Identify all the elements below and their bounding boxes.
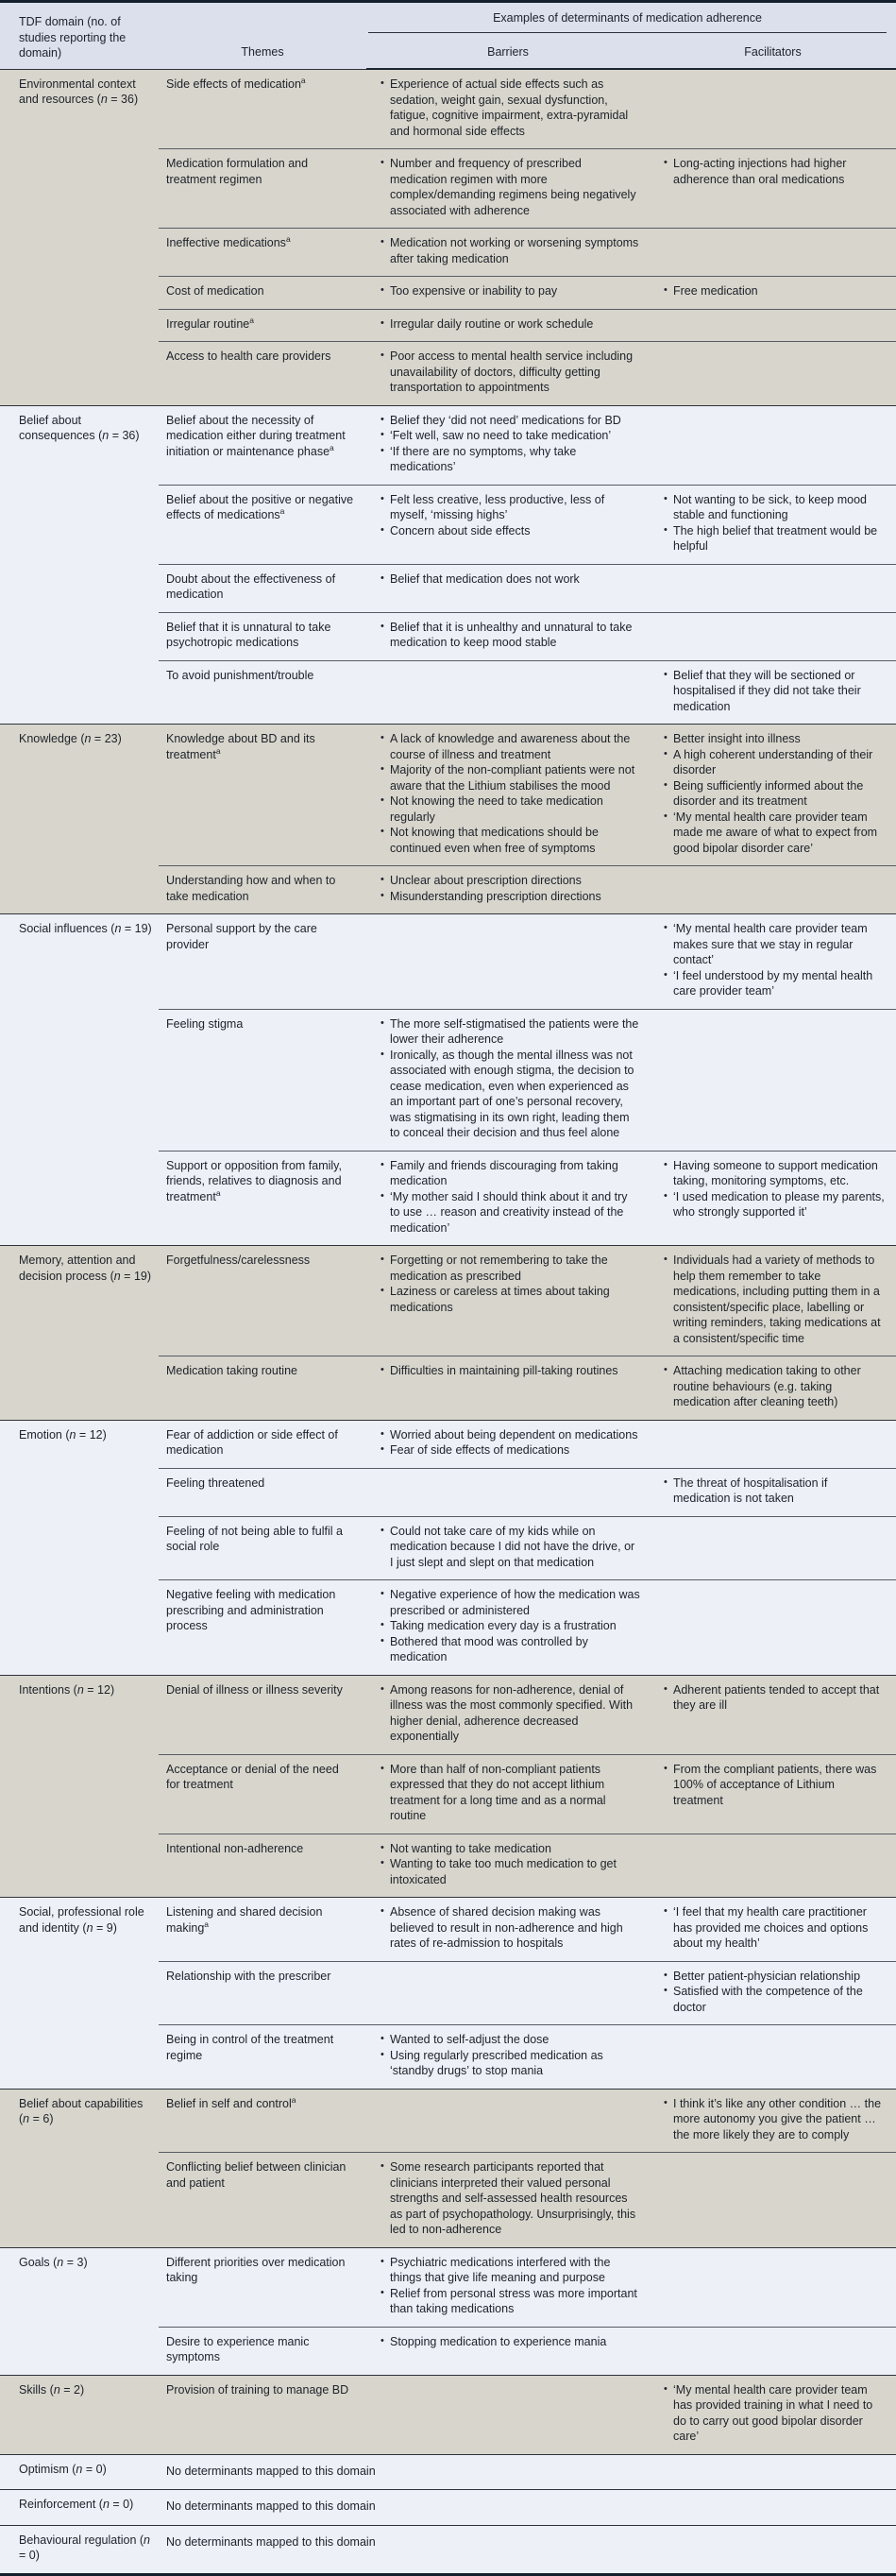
barrier-item: • Not knowing that medications should be continued even when free of symptoms [380,825,640,856]
facilitators-cell [650,405,896,485]
theme-label: Being in control of the treatment regime [159,2025,366,2090]
theme-label: Provision of training to manage BD [159,2375,366,2454]
column-header-examples-label: Examples of determinants of medication adherence [368,10,887,33]
barriers-cell [366,1516,650,1580]
domain-note: No determinants mapped to this domain [159,2525,896,2574]
barrier-item: • Concern about side effects [380,523,640,539]
barriers-cell [366,2153,650,2248]
facilitator-item: • Attaching medication taking to other routine behaviours (e.g. taking medication after cleaning teeth) [663,1363,887,1410]
barriers-cell [366,1961,650,2025]
table-row [0,1420,896,1468]
theme-label: Medication formulation and treatment regimen [159,149,366,229]
barrier-item: • Laziness or careless at times about taking medications [380,1284,640,1315]
barrier-item: • Belief they ‘did not need’ medications for BD [380,413,640,429]
domain-note: No determinants mapped to this domain [159,2490,896,2526]
facilitator-item: • Satisfied with the competence of the doctor [663,1984,887,2015]
facilitators-cell [650,485,896,564]
facilitators-cell [650,1898,896,1962]
barriers-cell [366,2025,650,2090]
column-header-barriers: Barriers [366,36,650,69]
theme-label: Irregular routine$^a$ [159,309,366,342]
facilitator-item: • I think it’s like any other condition … the more autonomy you give the patient … the more likely they are to comply [663,2096,887,2143]
theme-label: Knowledge about BD and its treatment$^a$ [159,725,366,866]
theme-label: Listening and shared decision making$^a$ [159,1898,366,1962]
table-row [0,2247,896,2327]
theme-label: Personal support by the care provider [159,914,366,1010]
theme-label: Understanding how and when to take medication [159,866,366,914]
barrier-item: • Medication not working or worsening symptoms after taking medication [380,235,640,266]
theme-label: Cost of medication [159,277,366,310]
facilitators-cell [650,1356,896,1421]
table-row [0,405,896,485]
theme-label: Feeling threatened [159,1468,366,1516]
barrier-item: • Negative experience of how the medication was prescribed or administered [380,1587,640,1618]
theme-label: Ineffective medications$^a$ [159,229,366,277]
barrier-item: • Majority of the non-compliant patients were not aware that the Lithium stabilises the mood [380,762,640,793]
barrier-item: • Among reasons for non-adherence, denial of illness was the most commonly specified. With higher denial, adherence decreased exponentially [380,1682,640,1745]
table-header [0,2,896,70]
facilitators-cell [650,1009,896,1151]
facilitators-cell [650,1420,896,1468]
theme-label: Negative feeling with medication prescribing and administration process [159,1580,366,1676]
domain-label: Belief about capabilities (n = 6) [0,2089,159,2247]
facilitator-item: • The threat of hospitalisation if medication is not taken [663,1476,887,1507]
barriers-cell [366,2089,650,2153]
barrier-item: • Misunderstanding prescription directions [380,889,640,905]
theme-label: Belief about the necessity of medication either during treatment initiation or maintenance phase$^a$ [159,405,366,485]
facilitator-item: • A high coherent understanding of their disorder [663,747,887,778]
table-body [0,69,896,2574]
barriers-cell [366,1356,650,1421]
barrier-item: • Wanted to self-adjust the dose [380,2032,640,2048]
facilitator-item: • ‘I feel that my health care practitioner has provided me choices and options about my health’ [663,1904,887,1952]
domain-note: No determinants mapped to this domain [159,2454,896,2490]
facilitator-item: • ‘My mental health care provider team has provided training in what I need to do to carry out good bipolar disorder care’ [663,2382,887,2445]
domain-label: Optimism (n = 0) [0,2454,159,2490]
facilitators-cell [650,2089,896,2153]
barriers-cell [366,149,650,229]
barrier-item: • Forgetting or not remembering to take the medication as prescribed [380,1253,640,1284]
barriers-cell [366,1468,650,1516]
theme-label: Doubt about the effectiveness of medication [159,564,366,612]
barrier-item: • ‘My mother said I should think about it and try to use … reason and creativity instead of the medication’ [380,1189,640,1237]
facilitators-cell [650,1961,896,2025]
facilitators-cell [650,1246,896,1356]
facilitator-item: • Adherent patients tended to accept that they are ill [663,1682,887,1714]
theme-label: Acceptance or denial of the need for treatment [159,1754,366,1834]
barrier-item: • Some research participants reported that clinicians interpreted their valued personal strengths and self-assessed health resources as part of psychopathology. Unsurprisingly, this led to non-adherence [380,2159,640,2238]
table-row [0,1898,896,1962]
domain-label: Reinforcement (n = 0) [0,2490,159,2526]
table-row [0,2375,896,2454]
domain-label: Goals (n = 3) [0,2247,159,2375]
barriers-cell [366,69,650,149]
barriers-cell [366,485,650,564]
barrier-item: • Taking medication every day is a frustration [380,1618,640,1634]
barrier-item: • Number and frequency of prescribed medication regimen with more complex/demanding regimens being negatively associated with adherence [380,156,640,218]
facilitators-cell [650,309,896,342]
facilitator-item: • ‘I used medication to please my parents, who strongly supported it’ [663,1189,887,1220]
barrier-item: • Not wanting to take medication [380,1841,640,1857]
facilitators-cell [650,2327,896,2375]
column-header-domain: TDF domain (no. of studies reporting the domain) [0,2,159,70]
facilitator-item: • Belief that they will be sectioned or hospitalised if they did not take their medication [663,668,887,715]
facilitators-cell [650,1580,896,1676]
barrier-item: • Relief from personal stress was more important than taking medications [380,2286,640,2317]
theme-label: Different priorities over medication taking [159,2247,366,2327]
barrier-item: • Ironically, as though the mental illness was not associated with enough stigma, the decision to cease medication, even when experienced as an important part of one’s personal recovery, was stigmatising in its own right, leading them to conceal their decision and thus feel alone [380,1048,640,1141]
barrier-item: • Difficulties in maintaining pill-taking routines [380,1363,640,1379]
domain-label: Environmental context and resources (n = 36) [0,69,159,405]
domain-label: Behavioural regulation (n = 0) [0,2525,159,2574]
barriers-cell [366,1246,650,1356]
barrier-item: • ‘If there are no symptoms, why take medications’ [380,444,640,475]
theme-label: Denial of illness or illness severity [159,1675,366,1754]
barriers-cell [366,1834,650,1898]
barrier-item: • Fear of side effects of medications [380,1442,640,1459]
facilitator-item: • Better insight into illness [663,731,887,747]
barriers-cell [366,914,650,1010]
barriers-cell [366,660,650,725]
barrier-item: • Unclear about prescription directions [380,873,640,889]
domain-label: Intentions (n = 12) [0,1675,159,1898]
facilitator-item: • Having someone to support medication taking, monitoring symptoms, etc. [663,1158,887,1189]
domain-label: Belief about consequences (n = 36) [0,405,159,725]
column-header-facilitators: Facilitators [650,36,896,69]
barrier-item: • Stopping medication to experience mania [380,2334,640,2350]
theme-label: Belief about the positive or negative effects of medications$^a$ [159,485,366,564]
column-header-examples [366,2,896,36]
facilitators-cell [650,660,896,725]
table-row [0,914,896,1010]
facilitator-item: • ‘I feel understood by my mental health care provider team’ [663,968,887,999]
theme-label: Fear of addiction or side effect of medication [159,1420,366,1468]
barriers-cell [366,2327,650,2375]
empty-domain-row [0,2454,896,2490]
barrier-item: • Wanting to take too much medication to get intoxicated [380,1856,640,1887]
facilitators-cell [650,342,896,406]
column-header-themes: Themes [159,2,366,70]
theme-label: Support or opposition from family, friends, relatives to diagnosis and treatment$^a$ [159,1151,366,1246]
facilitators-cell [650,1468,896,1516]
theme-label: Medication taking routine [159,1356,366,1421]
table-row [0,1246,896,1356]
facilitator-item: • The high belief that treatment would be helpful [663,523,887,554]
table-row [0,2089,896,2153]
barrier-item: • Poor access to mental health service including unavailability of doctors, difficulty getting transportation to appointments [380,349,640,396]
barrier-item: • Irregular daily routine or work schedule [380,316,640,333]
barriers-cell [366,2375,650,2454]
facilitators-cell [650,1754,896,1834]
facilitators-cell [650,2375,896,2454]
theme-label: Relationship with the prescriber [159,1961,366,2025]
barrier-item: • Belief that medication does not work [380,571,640,588]
barriers-cell [366,229,650,277]
facilitators-cell [650,1834,896,1898]
facilitator-item: • Long-acting injections had higher adherence than oral medications [663,156,887,187]
facilitators-cell [650,149,896,229]
barrier-item: • Family and friends discouraging from taking medication [380,1158,640,1189]
barrier-item: • Belief that it is unhealthy and unnatural to take medication to keep mood stable [380,620,640,651]
barriers-cell [366,1009,650,1151]
theme-label: Belief that it is unnatural to take psychotropic medications [159,612,366,660]
facilitator-item: • Free medication [663,283,887,299]
facilitators-cell [650,277,896,310]
barriers-cell [366,309,650,342]
theme-label: To avoid punishment/trouble [159,660,366,725]
barriers-cell [366,725,650,866]
barriers-cell [366,1580,650,1676]
barrier-item: • Not knowing the need to take medication regularly [380,793,640,825]
facilitators-cell [650,914,896,1010]
empty-domain-row [0,2525,896,2574]
barrier-item: • Psychiatric medications interfered with the things that give life meaning and purpose [380,2255,640,2286]
barriers-cell [366,1754,650,1834]
domain-label: Emotion (n = 12) [0,1420,159,1675]
barriers-cell [366,612,650,660]
barriers-cell [366,277,650,310]
barrier-item: • Could not take care of my kids while on medication because I did not have the drive, or I just slept and slept on that medication [380,1524,640,1571]
barrier-item: • Worried about being dependent on medications [380,1427,640,1443]
barrier-item: • Bothered that mood was controlled by medication [380,1634,640,1665]
facilitators-cell [650,229,896,277]
theme-label: Access to health care providers [159,342,366,406]
barrier-item: • Using regularly prescribed medication as ‘standby drugs’ to stop mania [380,2048,640,2079]
barriers-cell [366,564,650,612]
table-row [0,1675,896,1754]
barrier-item: • ‘Felt well, saw no need to take medication’ [380,428,640,444]
barriers-cell [366,866,650,914]
facilitator-item: • ‘My mental health care provider team makes sure that we stay in regular contact’ [663,921,887,968]
facilitators-cell [650,2247,896,2327]
barriers-cell [366,1151,650,1246]
facilitators-cell [650,725,896,866]
table-row [0,725,896,866]
barriers-cell [366,2247,650,2327]
facilitators-cell [650,2025,896,2090]
theme-label: Side effects of medication$^a$ [159,69,366,149]
barrier-item: • The more self-stigmatised the patients were the lower their adherence [380,1016,640,1048]
barriers-cell [366,405,650,485]
theme-label: Belief in self and control$^a$ [159,2089,366,2153]
theme-label: Intentional non-adherence [159,1834,366,1898]
table-row [0,69,896,149]
domain-label: Social, professional role and identity (n = 9) [0,1898,159,2090]
theme-label: Feeling of not being able to fulfil a social role [159,1516,366,1580]
facilitators-cell [650,612,896,660]
barrier-item: • More than half of non-compliant patients expressed that they do not accept lithium treatment for a long time and as a normal routine [380,1762,640,1824]
domain-label: Knowledge (n = 23) [0,725,159,914]
facilitator-item: • From the compliant patients, there was 100% of acceptance of Lithium treatment [663,1762,887,1809]
domain-label: Skills (n = 2) [0,2375,159,2454]
facilitators-cell [650,69,896,149]
theme-label: Desire to experience manic symptoms [159,2327,366,2375]
barrier-item: • Absence of shared decision making was believed to result in non-adherence and high rates of re-admission to hospitals [380,1904,640,1952]
facilitator-item: • ‘My mental health care provider team made me aware of what to expect from good bipolar disorder care’ [663,810,887,857]
facilitators-cell [650,2153,896,2248]
barrier-item: • Felt less creative, less productive, less of myself, ‘missing highs’ [380,492,640,523]
barrier-item: • Experience of actual side effects such as sedation, weight gain, sexual dysfunction, fatigue, cognitive impairment, extra-pyramidal and hormonal side effects [380,77,640,139]
barrier-item: • Too expensive or inability to pay [380,283,640,299]
facilitator-item: • Better patient-physician relationship [663,1969,887,1985]
theme-label: Feeling stigma [159,1009,366,1151]
facilitator-item: • Not wanting to be sick, to keep mood stable and functioning [663,492,887,523]
barriers-cell [366,1898,650,1962]
facilitator-item: • Being sufficiently informed about the disorder and its treatment [663,778,887,810]
facilitators-cell [650,1516,896,1580]
domain-label: Memory, attention and decision process (n = 19) [0,1246,159,1421]
barrier-item: • A lack of knowledge and awareness about the course of illness and treatment [380,731,640,762]
domain-label: Social influences (n = 19) [0,914,159,1246]
barriers-cell [366,1675,650,1754]
empty-domain-row [0,2490,896,2526]
facilitator-item: • Individuals had a variety of methods to help them remember to take medications, including putting them in a consistent/specific place, labelling or writing reminders, taking medications at a consistent/specific time [663,1253,887,1346]
barriers-cell [366,1420,650,1468]
facilitators-cell [650,564,896,612]
theme-label: Conflicting belief between clinician and patient [159,2153,366,2248]
theme-label: Forgetfulness/carelessness [159,1246,366,1356]
facilitators-cell [650,1675,896,1754]
facilitators-cell [650,1151,896,1246]
facilitators-cell [650,866,896,914]
barriers-cell [366,342,650,406]
